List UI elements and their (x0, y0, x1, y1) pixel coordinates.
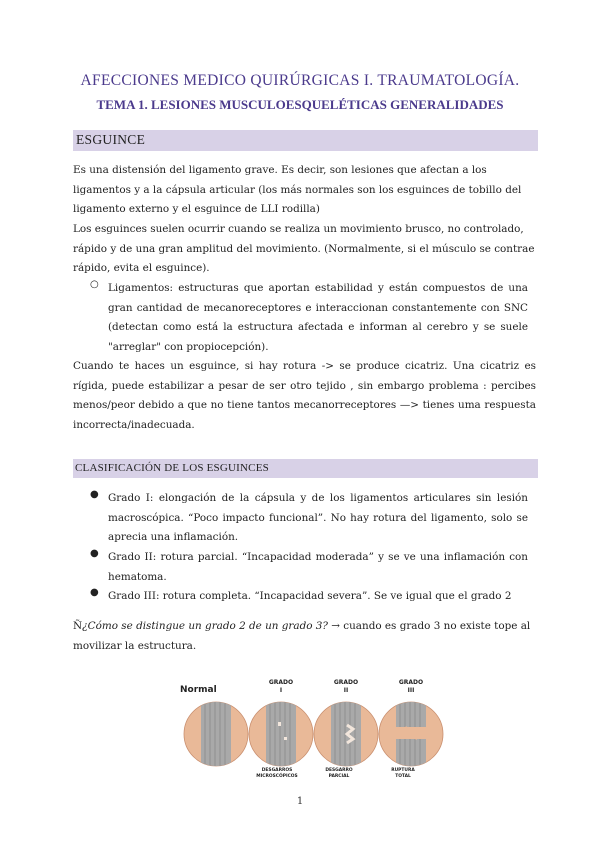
ligament-grado3-diagram (379, 697, 443, 773)
document-subtitle: TEMA 1. LESIONES MUSCULOESQUELÉTICAS GENERALIDADES (96, 97, 504, 112)
label-grado3-numeral: III (407, 687, 415, 694)
caption-grado1-line2: MICROSCÓPICOS (256, 774, 298, 779)
bullet-dot-icon: ● (90, 489, 99, 500)
ligament-grado1-diagram (249, 697, 313, 773)
section-heading-esguince (73, 130, 538, 151)
question-paragraph (73, 617, 536, 656)
label-grado3: GRADO (398, 679, 424, 686)
label-grado2-numeral: II (343, 687, 349, 694)
bullet-grado-3: Grado III: rotura completa. “Incapacidad severa”. Se ve igual que el grado 2 (108, 590, 512, 602)
question-italic: ¿Cómo se distingue un grado 2 de un grado 3? (82, 620, 328, 632)
bullet-dot-icon: ● (90, 548, 99, 559)
bullet-dot-icon: ● (90, 587, 99, 598)
label-grado2: GRADO (333, 679, 359, 686)
section-heading-clasificacion (73, 459, 538, 478)
paragraph-cicatriz: Cuando te haces un esguince, si hay rotura -> se produce cicatriz. Una cicatriz es rígida, puede estabilizar a pesar de ser otro tejido , sin embargo problema : percibes menos/peor debido a que no tiene tantos mecanorreceptores —> tienes uma respuesta incorrecta/inadecuada. (73, 360, 536, 431)
section-heading-esguince-text: ESGUINCE (76, 132, 146, 147)
label-grado1: GRADO (268, 679, 294, 686)
paragraph-definicion: Es una distensión del ligamento grave. Es decir, son lesiones que afectan a los ligamentos y a la cápsula articular (los más normales son los esguinces de tobillo del ligamento externo y el esguince de LLI rodilla) (73, 164, 522, 215)
caption-grado2-line2: PARCIAL (328, 774, 350, 779)
ligament-grado2-diagram (314, 697, 378, 773)
section-heading-clasificacion-text: CLASIFICACIÓN DE LOS ESGUINCES (75, 462, 269, 474)
caption-grado3-line1: RUPTURA (391, 768, 415, 773)
label-grado1-numeral: I (279, 687, 283, 694)
page-number: 1 (296, 796, 304, 807)
caption-grado3-line2: TOTAL (395, 774, 411, 779)
caption-grado2-line1: DESGARRO (325, 768, 353, 773)
bullet-grado-1: Grado I: elongación de la cápsula y de los ligamentos articulares sin lesión macroscópica. “Poco impacto funcional”. No hay rotura del ligamento, solo se aprecia una inflamación. (108, 492, 528, 543)
sub-bullet-ligamentos: Ligamentos: estructuras que aportan estabilidad y están compuestos de una gran cantidad de mecanoreceptores e interaccionan constantemente con SNC (detectan como está la estructura afectada e informan al cerebro y se suele "arreglar" con propiocepción). (108, 282, 528, 353)
circle-bullet-icon: ○ (90, 279, 99, 290)
question-prefix: Ñ (73, 620, 83, 632)
document-title: AFECCIONES MEDICO QUIRÚRGICAS I. TRAUMATOLOGÍA. (80, 72, 520, 89)
sprain-grades-figure (176, 677, 446, 781)
ligament-normal-diagram (184, 697, 248, 773)
label-normal: Normal (180, 685, 217, 695)
question-answer: → cuando es grado 3 no existe tope al movilizar la estructura. (73, 620, 531, 652)
caption-grado1-line1: DESGARROS (261, 768, 293, 773)
paragraph-causas: Los esguinces suelen ocurrir cuando se realiza un movimiento brusco, no controlado, rápido y de una gran amplitud del movimiento. (Normalmente, si el músculo se contrae rápido, evita el esguince). (73, 223, 535, 274)
bullet-grado-2: Grado II: rotura parcial. “Incapacidad moderada” y se ve una inflamación con hematoma. (108, 551, 528, 583)
